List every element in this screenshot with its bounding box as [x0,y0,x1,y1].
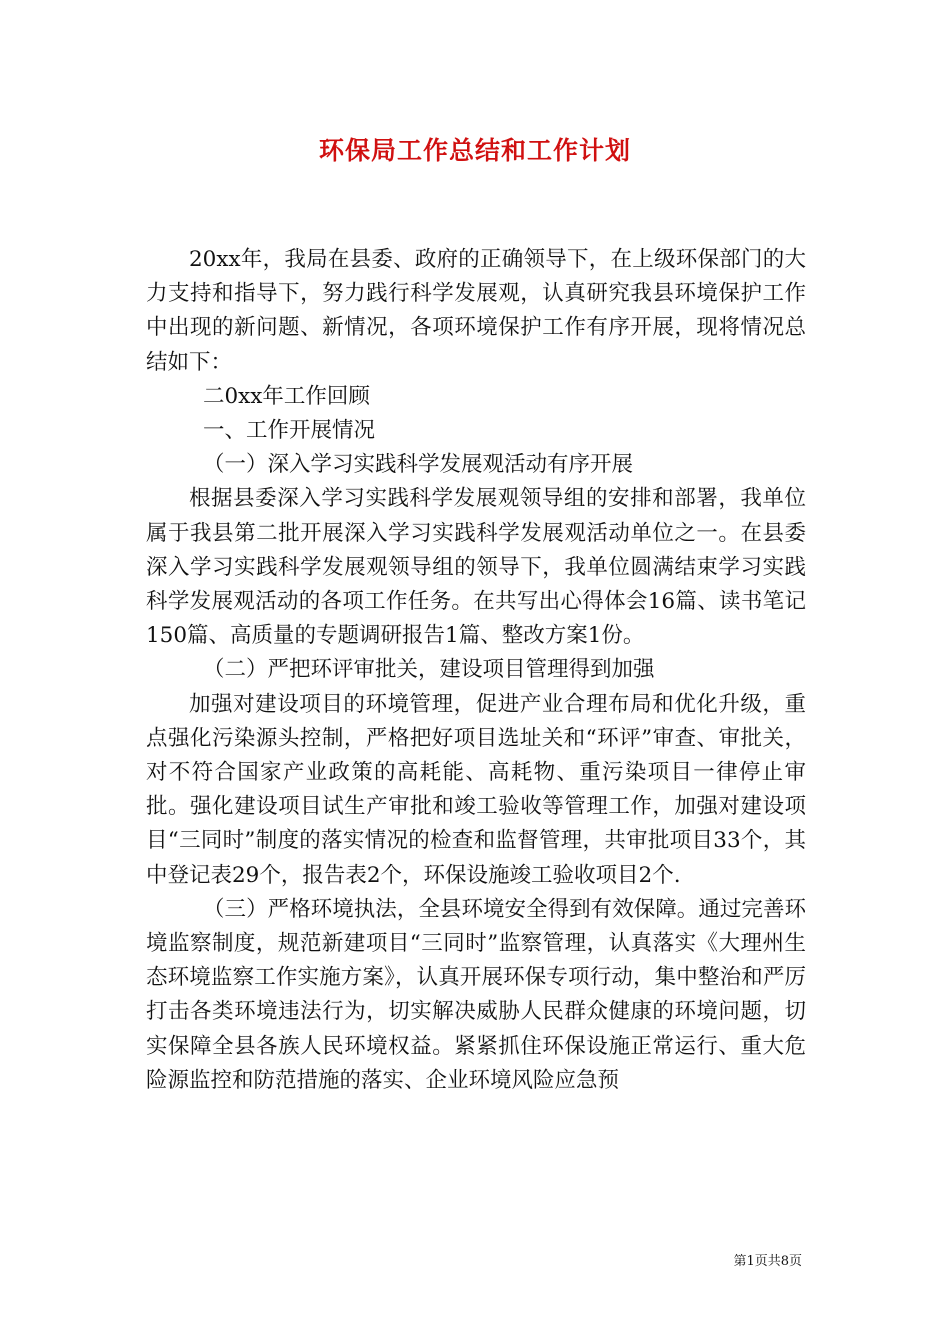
subsection-heading-2: （二）严把环评审批关，建设项目管理得到加强 [203,657,655,683]
document-body [146,243,806,1098]
subsection-heading-1: （一）深入学习实践科学发展观活动有序开展 [203,452,634,478]
section-heading-review: 二0xx年工作回顾 [203,383,370,409]
body-paragraph-1: 根据县委深入学习实践科学发展观领导组的安排和部署，我单位属于我县第二批开展深入学习实践科学发展观活动单位之一。在县委深入学习实践科学发展观领导组的领导下，我单位圆满结束学习实践科学发展观活动的各项工作任务。在共写出心得体会16篇、读书笔记150篇、高质量的专题调研报告1篇、整改方案1份。 [146,486,806,649]
page-number: 第1页共8页 [733,1254,802,1269]
section-heading-work: 一、工作开展情况 [203,418,376,444]
document-title: 环保局工作总结和工作计划 [318,136,631,165]
body-paragraph-2: 加强对建设项目的环境管理，促进产业合理布局和优化升级，重点强化污染源头控制，严格把好项目选址关和“环评”审查、审批关，对不符合国家产业政策的高耗能、高耗物、重污染项目一律停止审批。强化建设项目试生产审批和竣工验收等管理工作，加强对建设项目“三同时”制度的落实情况的检查和监督管理，共审批项目33个，其中登记表29个，报告表2个，环保设施竣工验收项目2个. [146,691,806,888]
body-paragraph-3: （三）严格环境执法，全县环境安全得到有效保障。通过完善环境监察制度，规范新建项目“三同时”监察管理，认真落实《大理州生态环境监察工作实施方案》，认真开展环保专项行动，集中整治和严厉打击各类环境违法行为，切实解决威胁人民群众健康的环境问题，切实保障全县各族人民环境权益。紧紧抓住环保设施正常运行、重大危险源监控和防范措施的落实、企业环境风险应急预 [146,896,806,1093]
intro-paragraph: 20xx年，我局在县委、政府的正确领导下，在上级环保部门的大力支持和指导下，努力践行科学发展观，认真研究我县环境保护工作中出现的新问题、新情况，各项环境保护工作有序开展，现将情况总结如下： [146,247,806,375]
